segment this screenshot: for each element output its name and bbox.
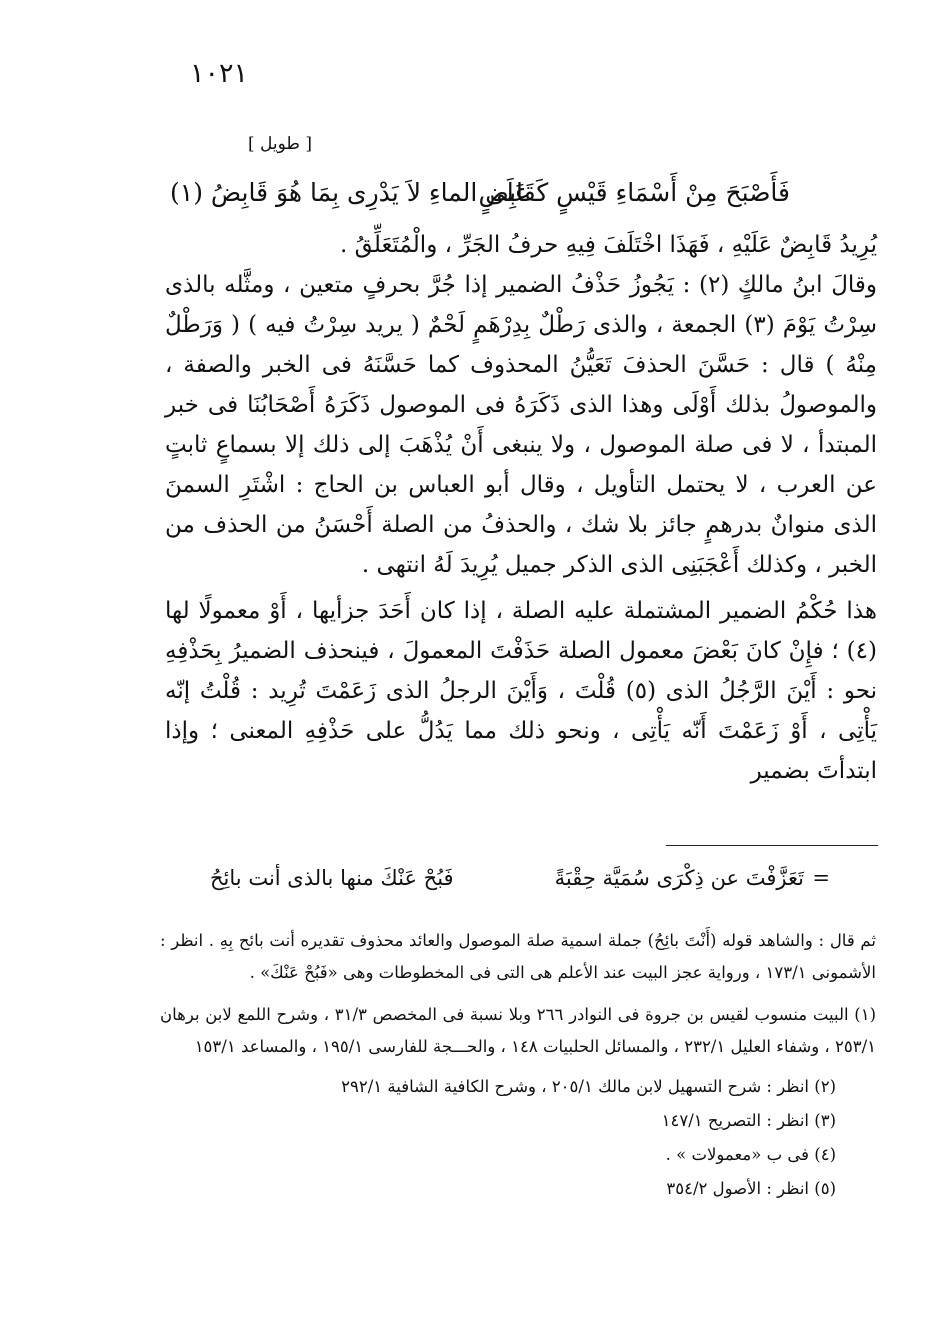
- body-paragraph: هذا حُكْمُ الضمير المشتملة عليه الصلة ، إذا كان أَحَدَ جزأيها ، أَوْ معمولًا لها (٤) ؛ فإِنْ كانَ بَعْضَ معمول الصلة حَذَفْتَ المعمولَ ، فينحذف الضميرُ بِحَذْفِهِ نحو : أَيْنَ الرَّجُلُ الذى (٥) قُلْتَ ، وَأَيْنَ الرجلُ الذى زَعَمْتَ تُرِيد : قُلْتُ إنّه يَأْتِى ، أَوْ زَعَمْتَ أَنّه يَأْتِى ، ونحو ذلك مما يَدُلُّ على حَذْفِهِ المعنى ؛ وإذا ابتدأتَ بضمير: [165, 598, 877, 784]
- footnote-2: (٢) انظر : شرح التسهيل لابن مالك ٢٠٥/١ ، وشرح الكافية الشافية ٢٩٢/١: [341, 1077, 836, 1096]
- footnote-continuation: ثم قال : والشاهد قوله (أَنْتَ بائِحُ) جملة اسمية صلة الموصول والعائد محذوف تقديره أنت بائح بِهِ . انظر : الأشمونى ١٧٣/١ ، ورواية عجز البيت عند الأعلم هى التى فى المخطوطات وهى «فَبُحْ عَنْكَ» .: [160, 931, 876, 982]
- verse: [170, 178, 790, 218]
- footnote-divider: [666, 845, 878, 846]
- footnote-4: (٤) فى ب «معمولات » .: [665, 1145, 836, 1164]
- footnote-3: (٣) انظر : التصريح ١٤٧/١: [661, 1111, 836, 1130]
- footnote-verse: [210, 866, 830, 902]
- meter-label: [ طويل ]: [248, 134, 312, 154]
- verse-hemistich-2: عَلَى الماءِ لاَ يَدْرِى بِمَا هُوَ قَابِضُ (١): [170, 178, 530, 207]
- footnote-1: (١) البيت منسوب لقيس بن جروة فى النوادر ٢٦٦ وبلا نسبة فى المخصص ٣١/٣ ، وشرح اللمع لابن برهان ٢٥٣/١ ، وشفاء العليل ٢٣٢/١ ، والمسائل الحلبيات ١٤٨ ، والحـــجة للفارسى ١٩٥/١ ، والمساعد ١٥٣/١: [160, 1005, 877, 1056]
- body-paragraph: وقالَ ابنُ مالكٍ (٢) : يَجُوزُ حَذْفُ الضمير إذا جُرَّ بحرفٍ متعين ، ومثَّله بالذى سِرْتُ يَوْمَ (٣) الجمعة ، والذى رَطْلٌ بِدِرْهَمٍ لَحْمٌ ( يريد سِرْتُ فيه ) ( وَرَطْلٌ مِنْهُ ) قال : حَسَّنَ الحذفَ تَعَيُّنُ المحذوف كما حَسَّنَهُ فى الخبر والصفة ، والموصولُ بذلك أَوْلَى وهذا الذى ذَكَرَهُ فى الموصول ذَكَرَهُ أَصْحَابُنَا فى خبر المبتدأ ، لا فى صلة الموصول ، ولا ينبغى أَنْ يُذْهَبَ إلى ذلك إلا بسماعٍ ثابتٍ عن العرب ، لا يحتمل التأويل ، وقال أبو العباس بن الحاج : اشْتَرِ السمنَ الذى منوانٌ بدرهمٍ جائز بلا شك ، والحذفُ من الصلة أَحْسَنُ من الحذف من الخبر ، وكذلك أَعْجَبَنِى الذى الذكر جميل يُرِيدَ لَهُ انتهى .: [165, 272, 878, 578]
- footnote-verse-hemistich-2: فَبُحْ عَنْكَ منها بالذى أنت بائِحُ: [210, 866, 454, 890]
- continuation-mark: =: [812, 866, 830, 890]
- footnotes: [160, 925, 876, 1205]
- footnote-5: (٥) انظر : الأصول ٣٥٤/٢: [666, 1179, 836, 1198]
- verse-hemistich-1: فَأَصْبَحَ مِنْ أَسْمَاءِ قَيْسٍ كَقَابِضٍ: [478, 178, 790, 207]
- page-number: ١٠٢١: [190, 58, 249, 89]
- footnote-verse-hemistich-1: تَعَزَّفْتَ عن ذِكْرَى سُمَيَّة حِقْبَةً: [554, 866, 804, 890]
- main-text: [165, 225, 877, 791]
- body-paragraph: يُرِيدُ قَابِضٌ عَلَيْهِ ، فَهَذَا اخْتَلَفَ فِيهِ حرفُ الجَرِّ ، والْمُتَعَلِّقُ .: [340, 232, 877, 258]
